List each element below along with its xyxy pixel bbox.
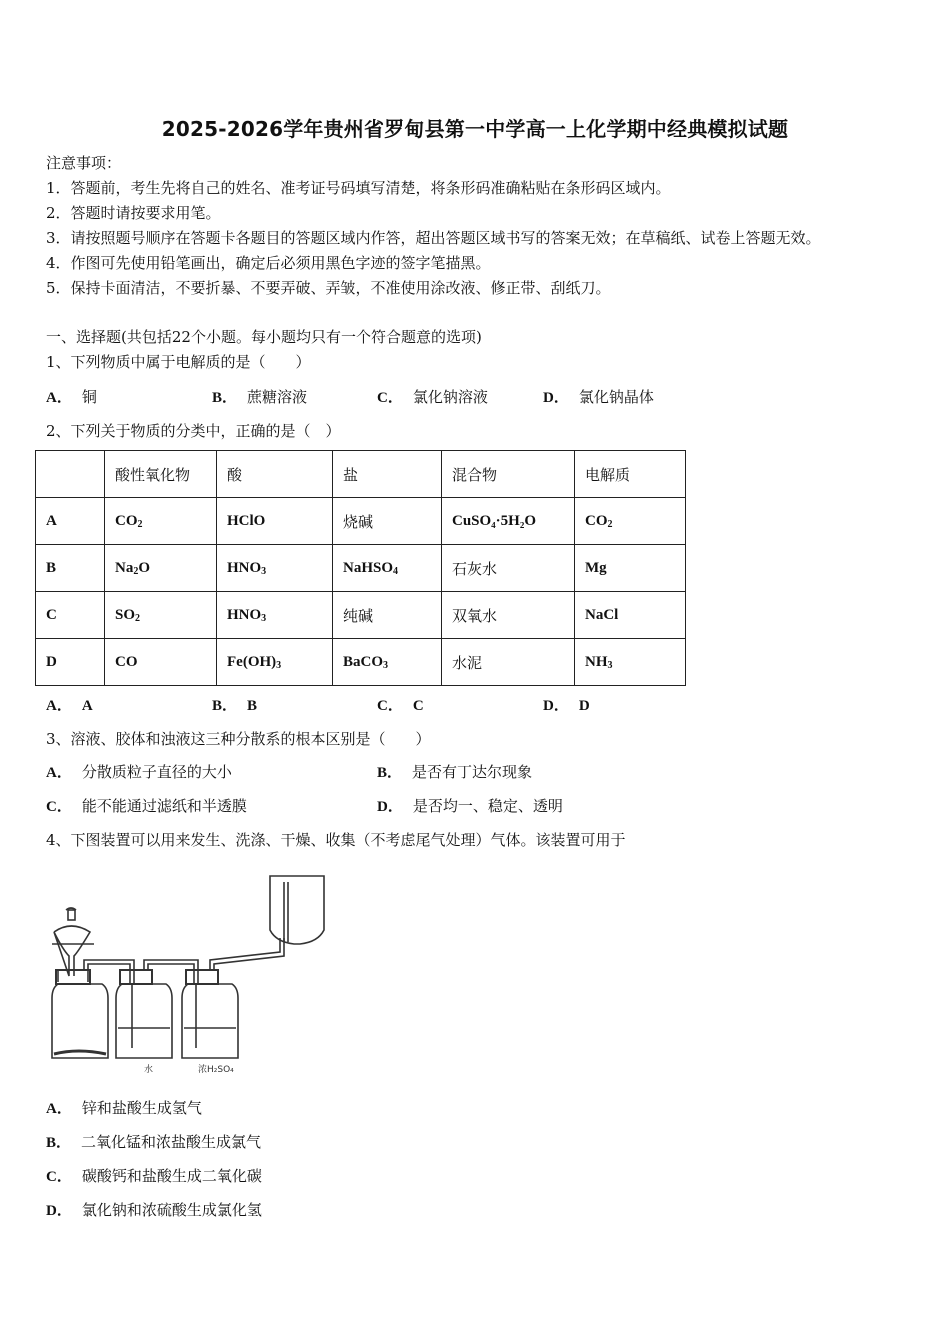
table-cell: Mg (575, 545, 686, 592)
table-row (36, 545, 686, 592)
table-cell: $Fe(OH)_3$ (217, 639, 333, 686)
q4-option-b: B． 二氧化锰和浓盐酸生成氯气 (46, 1133, 262, 1151)
table-header-row (36, 451, 686, 498)
table-cell: 纯碱 (333, 592, 442, 639)
table-header-cell: 混合物 (442, 451, 575, 498)
notice-item: 2．答题时请按要求用笔。 (46, 204, 221, 222)
table-header-cell: 盐 (333, 451, 442, 498)
table-row (36, 592, 686, 639)
table-cell: $SO_2$ (105, 592, 217, 639)
table-cell: BaCO$_3$ (333, 639, 442, 686)
classification-table (35, 450, 686, 686)
question-2-stem: 2、下列关于物质的分类中，正确的是（ ） (46, 422, 341, 440)
gas-apparatus-figure (48, 872, 338, 1077)
table-cell: CO (105, 639, 217, 686)
q2-option-c: C． C (377, 698, 424, 714)
q3-option-c: C． 能不能通过滤纸和半透膜 (46, 797, 247, 815)
q1-option-d: D． 氯化钠晶体 (543, 388, 654, 406)
section-heading: 一、选择题(共包括22个小题。每小题均只有一个符合题意的选项) (46, 328, 482, 346)
row-label: D (36, 639, 105, 686)
table-cell: 水泥 (442, 639, 575, 686)
page-title: 2025-2026学年贵州省罗甸县第一中学高一上化学期中经典模拟试题 (161, 117, 789, 141)
table-cell: 双氧水 (442, 592, 575, 639)
q3-option-b: B． 是否有丁达尔现象 (377, 763, 533, 781)
question-3-stem: 3、溶液、胶体和浊液这三种分散系的根本区别是（ ） (46, 730, 431, 748)
table-row (36, 498, 686, 545)
row-label: A (36, 498, 105, 545)
table-cell: $HNO_3$ (217, 545, 333, 592)
table-cell: $CO_2$ (105, 498, 217, 545)
figure-label-water: 水 (144, 1065, 154, 1075)
row-label: B (36, 545, 105, 592)
question-1-stem: 1、下列物质中属于电解质的是（ ） (46, 353, 311, 371)
q2-option-a: A． A (46, 698, 93, 714)
q1-option-c: C． 氯化钠溶液 (377, 388, 488, 406)
table-header-cell: 酸性氧化物 (105, 451, 217, 498)
table-cell: $HNO_3$ (217, 592, 333, 639)
q2-option-d: D． D (543, 698, 590, 714)
figure-label-acid: 浓H₂SO₄ (198, 1065, 234, 1075)
notice-item: 5．保持卡面清洁，不要折暴、不要弄破、弄皱，不准使用涂改液、修正带、刮纸刀。 (46, 279, 611, 297)
row-label: C (36, 592, 105, 639)
table-header-cell: 酸 (217, 451, 333, 498)
q2-option-b: B． B (212, 698, 258, 714)
table-cell: $Na_2O$ (105, 545, 217, 592)
table-header-cell (36, 451, 105, 498)
q1-option-a: A． 铜 (46, 388, 97, 406)
table-cell: $CO_2$ (575, 498, 686, 545)
table-cell: 石灰水 (442, 545, 575, 592)
notice-item: 4．作图可先使用铅笔画出，确定后必须用黑色字迹的签字笔描黑。 (46, 254, 491, 272)
question-4-stem: 4、下图装置可以用来发生、洗涤、干燥、收集（不考虑尾气处理）气体。该装置可用于 (46, 831, 626, 849)
table-cell: CuSO₄·5H₂O (442, 498, 575, 545)
q4-option-a: A． 锌和盐酸生成氢气 (46, 1099, 202, 1117)
table-row (36, 639, 686, 686)
notice-item: 3．请按照题号顺序在答题卡各题目的答题区域内作答，超出答题区域书写的答案无效；在草稿纸、试卷上答题无效。 (46, 229, 821, 247)
table-cell: HClO (217, 498, 333, 545)
notice-heading: 注意事项： (46, 154, 122, 172)
table-header-cell: 电解质 (575, 451, 686, 498)
table-cell: NaCl (575, 592, 686, 639)
notice-item: 1．答题前，考生先将自己的姓名、准考证号码填写清楚，将条形码准确粘贴在条形码区域内。 (46, 179, 671, 197)
table-cell: 烧碱 (333, 498, 442, 545)
q3-option-a: A． 分散质粒子直径的大小 (46, 763, 232, 781)
q4-option-d: D． 氯化钠和浓硫酸生成氯化氢 (46, 1201, 262, 1219)
table-cell: $NH_3$ (575, 639, 686, 686)
q4-option-c: C． 碳酸钙和盐酸生成二氧化碳 (46, 1167, 262, 1185)
table-cell: NaHSO$_4$ (333, 545, 442, 592)
q1-option-b: B． 蔗糖溶液 (212, 388, 308, 406)
q3-option-d: D． 是否均一、稳定、透明 (377, 797, 563, 815)
